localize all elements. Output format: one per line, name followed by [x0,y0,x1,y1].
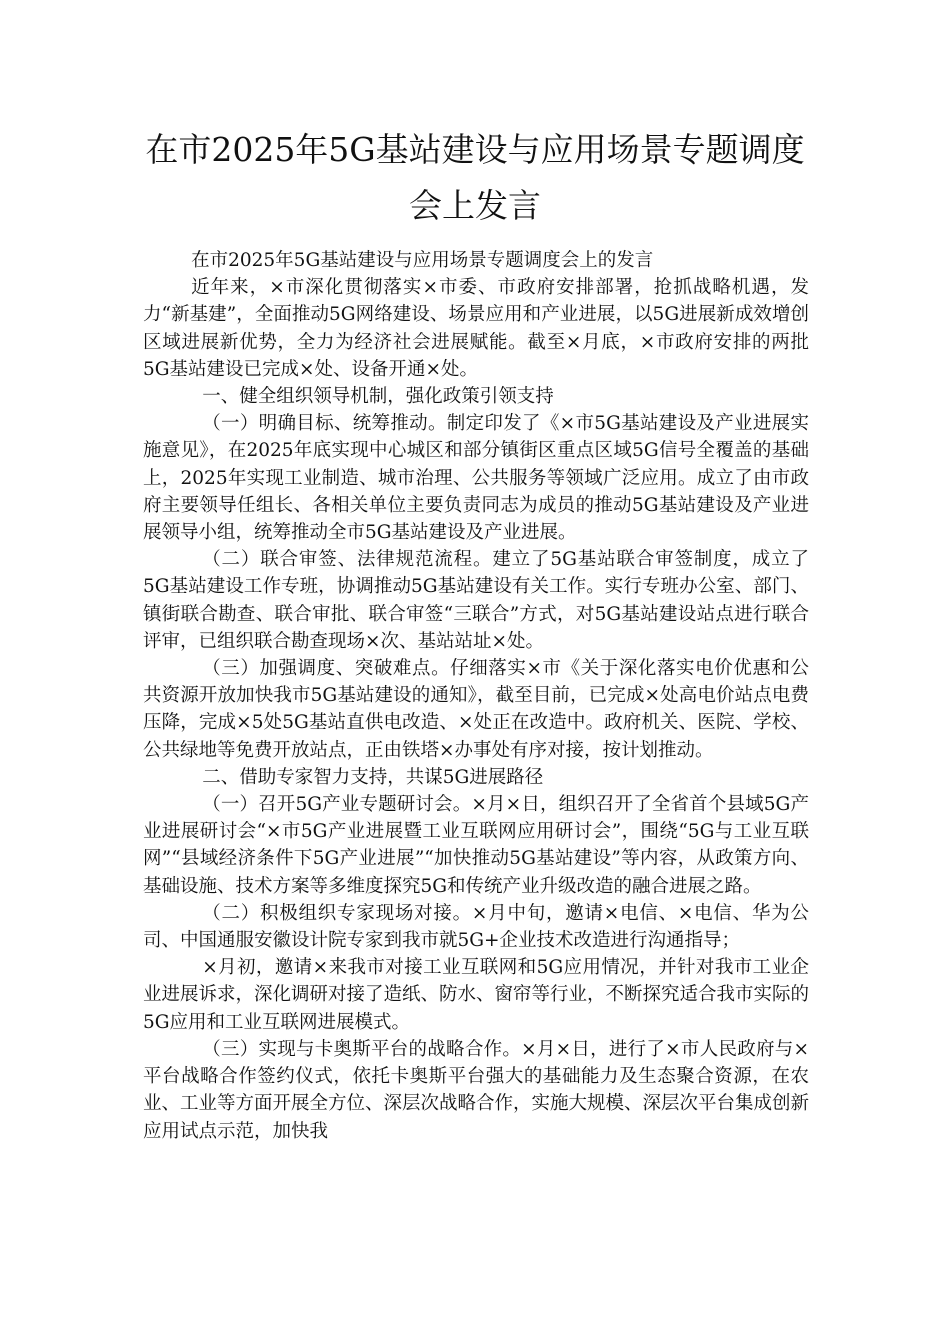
section-heading-2: 二、借助专家智力支持，共谋5G进展路径 [202,766,544,788]
document-body [143,247,809,1145]
document-title: 在市2025年5G基站建设与应用场景专题调度会上发言 [145,130,805,225]
section-heading-1: 一、健全组织领导机制，强化政策引领支持 [202,386,554,408]
section-1-item-2: （二）联合审签、法律规范流程。建立了5G基站联合审签制度，成立了5G基站建设工作专班，协调推动5G基站建设有关工作。实行专班办公室、部门、镇街联合勘查、联合审批、联合审签“三联合”方式，对5G基站建设站点进行联合评审，已组织联合勘查现场×次、基站站址×处。 [143,549,809,652]
section-2-item-3: （三）实现与卡奥斯平台的战略合作。×月×日，进行了×市人民政府与×平台战略合作签约仪式，依托卡奥斯平台强大的基础能力及生态聚合资源，在农业、工业等方面开展全方位、深层次战略合作，实施大规模、深层次平台集成创新应用试点示范，加快我 [143,1038,810,1142]
section-2-item-2: （二）积极组织专家现场对接。×月中旬，邀请×电信、×电信、华为公司、中国通服安徽设计院专家到我市就5G+企业技术改造进行沟通指导； [143,902,809,952]
section-1-item-1: （一）明确目标、统筹推动。制定印发了《×市5G基站建设及产业进展实施意见》，在2025年底实现中心城区和部分镇街区重点区域5G信号全覆盖的基础上，2025年实现工业制造、城市治理、公共服务等领域广泛应用。成立了由市政府主要领导任组长、各相关单位主要负责同志为成员的推动5G基站建设及产业进展领导小组，统筹推动全市5G基站建设及产业进展。 [143,413,809,544]
section-1-item-3: （三）加强调度、突破难点。仔细落实×市《关于深化落实电价优惠和公共资源开放加快我市5G基站建设的通知》，截至目前，已完成×处高电价站点电费压降，完成×5处5G基站直供电改造、×处正在改造中。政府机关、医院、学校、公共绿地等免费开放站点，正由铁塔×办事处有序对接，按计划推动。 [143,658,809,761]
section-2-item-2-continued: ×月初，邀请×来我市对接工业互联网和5G应用情况，并针对我市工业企业进展诉求，深化调研对接了造纸、防水、窗帘等行业，不断探究适合我市实际的5G应用和工业互联网进展模式。 [143,957,810,1033]
section-2-item-1: （一）召开5G产业专题研讨会。×月×日，组织召开了全省首个县域5G产业进展研讨会“×市5G产业进展暨工业互联网应用研讨会”，围绕“5G与工业互联网”“县域经济条件下5G产业进展”“加快推动5G基站建设”等内容，从政策方向、基础设施、技术方案等多维度探究5G和传统产业升级改造的融合进展之路。 [143,794,809,897]
intro-paragraph: 近年来，×市深化贯彻落实×市委、市政府安排部署，抢抓战略机遇，发力“新基建”，全面推动5G网络建设、场景应用和产业进展，以5G进展新成效增创区域进展新优势，全力为经济社会进展赋能。截至×月底，×市政府安排的两批5G基站建设已完成×处、设备开通×处。 [143,277,809,380]
subtitle-paragraph: 在市2025年5G基站建设与应用场景专题调度会上的发言 [191,250,654,271]
